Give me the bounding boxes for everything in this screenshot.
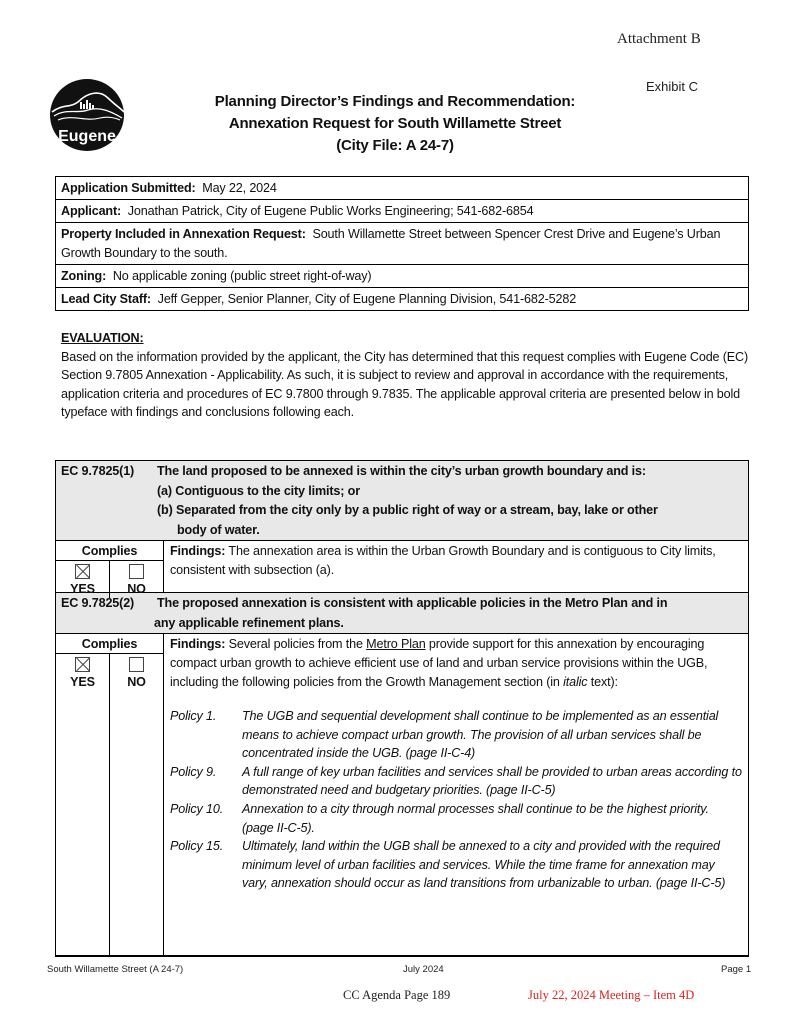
criterion-code: EC 9.7825(2)	[61, 596, 135, 610]
complies-no	[110, 654, 163, 955]
policy-label: Policy 10.	[170, 801, 224, 816]
no-label: NO	[127, 582, 146, 596]
complies-label: Complies	[56, 541, 163, 561]
no-checkbox[interactable]	[129, 564, 144, 579]
findings-label: Findings:	[170, 544, 226, 558]
title-line-3: (City File: A 24-7)	[336, 137, 454, 154]
info-row-lead-staff	[56, 287, 748, 310]
title-line-1: Planning Director’s Findings and Recommendation:	[214, 93, 576, 110]
info-row-applicant	[56, 199, 748, 222]
footer-date: July 2024	[403, 964, 444, 975]
attachment-label: Attachment B	[617, 31, 701, 47]
footer-page-number: Page 1	[721, 964, 752, 975]
info-value: May 22, 2024	[202, 181, 277, 195]
complies-no	[110, 561, 163, 598]
metro-plan-link[interactable]: Metro Plan	[366, 637, 426, 651]
info-value: Jonathan Patrick, City of Eugene Public Works Engineering; 541-682-6854	[127, 204, 534, 218]
complies-label: Complies	[56, 634, 163, 654]
evaluation-section	[61, 329, 751, 422]
evaluation-body: Based on the information provided by the applicant, the City has determined that this request complies with Eugene Code (EC) Section 9.7805 Annexation - Applicability. As such, it is subject to review and approval in accordance with the requirements, application criteria and procedures of EC 9.7800 through 9.7835. The applicable approval criteria are presented below in bold typeface with findings and conclusions following each.	[61, 349, 749, 419]
application-info-table	[55, 176, 749, 311]
policy-label: Policy 1.	[170, 709, 217, 723]
findings-2: Findings: Several policies from the Metro Plan provide support for this annexation by encouraging compact urban growth to achieve efficient use of land and urban service provisions within the UGB, including the following policies from the Growth Management section (in italic text): Policy 1. The UGB and sequential development shall continue to be implemented as an essential means to achieve compact urban growth. The provision of all urban services shall be concentrated inside the UGB. (page II-C-4) Policy 9. A full range of key urban facilities and services shall be provided to urban areas according to demonstrated need and budgetary priorities. (page II-C-5) Policy 10. Annexation to a city through normal processes shall continue to be the highest priority. (page II-C-5). Policy 15. Ultimately, land within the UGB shall be annexed to a city and provided with the required minimum level of urban facilities and services. While the time frame for annexation may vary, annexation should occur as land transitions from urbanizable to urban. (page II-C-5)	[164, 634, 748, 955]
findings-text: The annexation area is within the Urban Growth Boundary and is contiguous to City limits, consistent with subsection (a).	[170, 544, 716, 577]
policy-text: The UGB and sequential development shall continue to be implemented as an essential means to achieve compact urban growth. The provision of all urban services shall be concentrated inside the UGB. (page II-C-4)	[242, 709, 719, 761]
exhibit-label: Exhibit C	[646, 79, 699, 94]
complies-column	[56, 634, 164, 955]
title-line-2: Annexation Request for South Willamette Street	[228, 115, 562, 132]
no-label: NO	[127, 675, 146, 689]
policy-text: Ultimately, land within the UGB shall be annexed to a city and provided with the required minimum level of urban facilities and services. While the time frame for annexation may vary, annexation should occur as land transitions from urbanizable to urban. (page II-C-5)	[242, 839, 726, 891]
info-label: Lead City Staff:	[61, 292, 151, 306]
complies-yes	[56, 561, 110, 598]
info-label: Application Submitted:	[61, 181, 196, 195]
criterion-text: The land proposed to be annexed is within the city’s urban growth boundary and is: (a) Contiguous to the city limits; or (b) Separated from the city only by a public right of way or a stream, bay, lake or other body of water.	[157, 464, 658, 537]
criterion-code: EC 9.7825(1)	[61, 464, 135, 478]
criteria-table	[55, 460, 749, 957]
info-row-zoning	[56, 264, 748, 287]
info-label: Zoning:	[61, 269, 107, 283]
yes-label: YES	[70, 582, 95, 596]
no-checkbox[interactable]	[129, 657, 144, 672]
policy-label: Policy 9.	[170, 764, 217, 779]
svg-text:Eugene: Eugene	[58, 128, 116, 145]
criterion-1-body	[56, 540, 748, 596]
policy-item	[170, 707, 742, 763]
info-label: Applicant:	[61, 204, 122, 218]
info-row-submitted	[56, 177, 748, 199]
info-value: South Willamette Street between Spencer Crest Drive and Eugene’s Urban Growth Boundary to the south.	[61, 227, 721, 260]
findings-label: Findings:	[170, 637, 226, 651]
policy-text: Annexation to a city through normal processes shall continue to be the highest priority. (page II-C-5).	[242, 801, 709, 835]
agenda-page: CC Agenda Page 189	[343, 988, 451, 1002]
info-value: No applicable zoning (public street right-of-way)	[112, 269, 372, 283]
criterion-2-header	[56, 592, 748, 633]
complies-column	[56, 541, 164, 596]
footer-doc-name: South Willamette Street (A 24-7)	[47, 964, 184, 975]
criterion-1-header	[56, 461, 748, 540]
policy-label: Policy 15.	[170, 839, 224, 854]
criterion-text: The proposed annexation is consistent with applicable policies in the Metro Plan and in any applicable refinement plans.	[154, 596, 668, 630]
info-label: Property Included in Annexation Request:	[61, 227, 306, 241]
info-row-property	[56, 222, 748, 264]
yes-label: YES	[70, 675, 95, 689]
yes-checkbox-checked[interactable]	[75, 564, 90, 579]
info-value: Jeff Gepper, Senior Planner, City of Eugene Planning Division, 541-682-5282	[157, 292, 577, 306]
complies-yes	[56, 654, 110, 955]
policy-item	[170, 800, 742, 837]
policy-list	[170, 707, 742, 893]
criterion-2-body	[56, 633, 748, 955]
policy-text: A full range of key urban facilities and services shall be provided to urban areas according to demonstrated need and budgetary priorities. (page II-C-5)	[242, 764, 742, 798]
findings-1	[164, 541, 748, 592]
page-title	[180, 91, 610, 157]
meeting-item: July 22, 2024 Meeting – Item 4D	[528, 988, 695, 1002]
policy-item	[170, 763, 742, 800]
eugene-logo-icon	[48, 78, 126, 152]
yes-checkbox-checked[interactable]	[75, 657, 90, 672]
evaluation-heading: EVALUATION:	[61, 331, 144, 345]
eugene-logo	[48, 78, 126, 152]
policy-item	[170, 837, 742, 893]
